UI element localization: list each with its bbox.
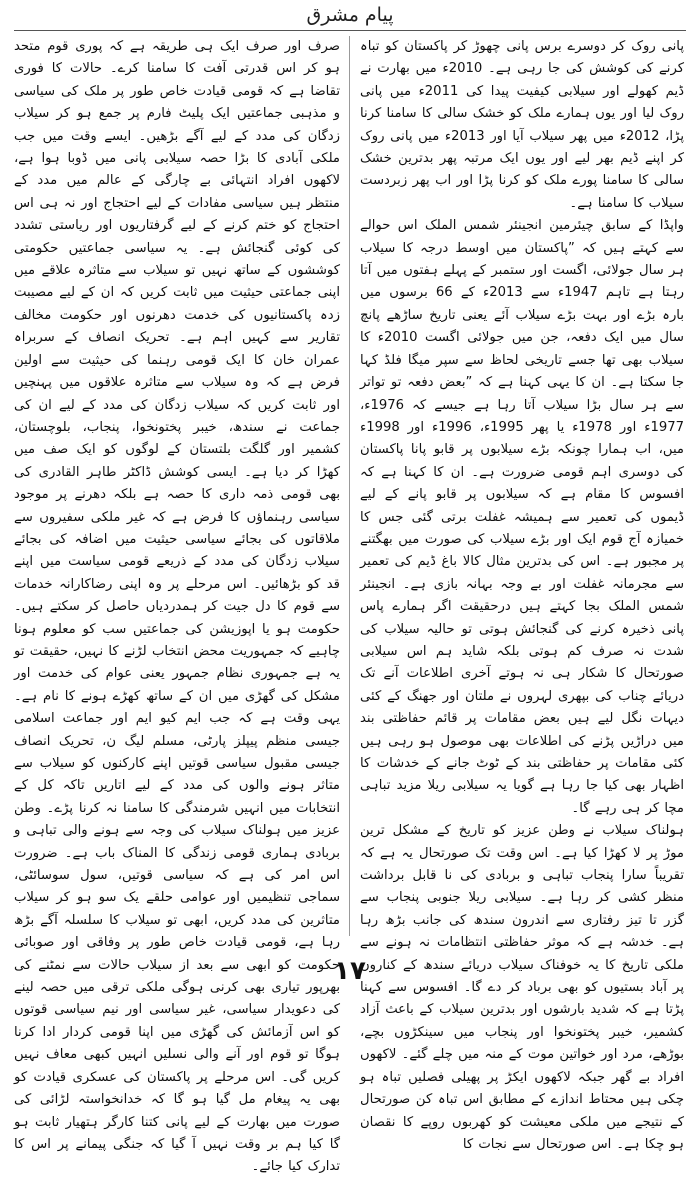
title-divider: [14, 30, 686, 31]
right-paragraph-2: واپڈا کے سابق چیئرمین انجینئر شمس الملک اس حوالے سے کہتے ہیں کہ ”پاکستان میں اوسط درجہ کا سیلاب ہر سال جولائی، اگست اور ستمبر کے پہلے ہفتوں میں آتا رہتا ہے تاہم 1947ء سے 2013ء کے 66 برسوں میں بارہ بڑے اور بہت بڑے سیلاب آئے یعنی تاریخ ساڑھے پانچ سال میں ایک دفعہ، جن میں جولائی اگست 2010ء کا سیلاب بھی تھا جسے تاریخی لحاظ سے سپر میگا فلڈ کہا جا سکتا ہے۔ ان کا یہی کہنا ہے کہ ”بعض دفعہ تو تواتر سے ہر سال بڑا سیلاب آتا رہا ہے جیسے کہ 1976ء، 1977ء اور 1978ء یا پھر 1995ء، 1996ء اور 1998ء میں، اب ہمارا چونکہ بڑے سیلابوں پر قابو پانا پاکستان کی دوسری اہم قومی ضرورت ہے۔ ان کا کہنا ہے کہ افسوس کا مقام ہے کہ سیلابوں پر قابو پانے کے لیے ڈیموں کی تعمیر سے ہمیشہ غفلت برتی گئی جس کا خمیازہ آج قوم ایک اور بڑے سیلاب کی صورت میں بھگتنے پر مجبور ہے۔ اس کی بدترین مثال کالا باغ ڈیم کی تعمیر سے مجرمانہ غفلت اور بے وجہ بہانہ بازی ہے۔ انجینئر شمس الملک بجا کہتے ہیں درحقیقت اگر ہمارے پاس پانی ذخیرہ کرنے کی گنجائش ہوتی تو حالیہ سیلاب کی شدت نہ صرف کم ہوتی بلکہ شاید ہم اس سیلابی صورتحال کا شکار ہی نہ ہوتے آخری اطلاعات آنے تک دریائے چناب کی بپھری لہروں نے ملتان اور جھنگ کے کئی دیہات نگل لیے ہیں بعض مقامات پر قائم حفاظتی بند میں دراڑیں پڑنے کی اطلاعات بھی موصول ہو رہی ہیں کئی مقامات پر حفاظتی بند کے ٹوٹ جانے کے خدشات کا اظہار بھی کیا جا رہا ہے گویا یہ سیلابی ریلا مزید تباہی مچا کر ہی رہے گا۔: [360, 218, 684, 816]
right-column: [360, 36, 684, 1152]
column-divider: [349, 36, 350, 936]
page-title: پیام مشرق: [306, 4, 394, 26]
right-paragraph-1: پانی روک کر دوسرے برس پانی چھوڑ کر پاکستان کو تباہ کرنے کی کوشش کی جا رہی ہے۔ 2010ء میں بھارت نے ڈیم کھولے اور سیلابی کیفیت پیدا کی 2011ء میں پانی روک لیا اور یوں ہمارے ملک کو خشک سالی کا سامنا کرنا پڑا، 2012ء میں پھر سیلاب آیا اور 2013ء میں پانی روک کر اپنے ڈیم بھر لیے اور یوں ایک مرتبہ پھر بدترین خشک سالی کا سامنا پورے ملک کو کرنا پڑا اور اب پھر زبردست سیلاب کا سامنا ہے۔: [360, 39, 684, 211]
left-column: [14, 36, 340, 1175]
page-number: ١٧: [334, 956, 366, 986]
right-paragraph-3: ہولناک سیلاب نے وطن عزیز کو تاریخ کے مشکل ترین موڑ پر لا کھڑا کیا ہے۔ اس وقت تک صورتحال یہ ہے کہ تقریباً سارا پنجاب تباہی و بربادی کی نا قابل برداشت منظر کشی کر رہا ہے۔ سیلابی ریلا جنوبی پنجاب سے گزر تا تیز رفتاری سے اندرون سندھ کی جانب بڑھ رہا ہے۔ خدشہ ہے کہ موثر حفاظتی انتظامات نہ ہونے سے ملکی تاریخ کا یہ خوفناک سیلاب دریائے سندھ کے کناروں پر آباد بستیوں کو بھی برباد کر دے گا۔ افسوس سے کہنا پڑتا ہے کہ شدید بارشوں اور بدترین سیلاب کے باعث آزاد کشمیر، خیبر پختونخوا اور پنجاب میں سینکڑوں بچے، بوڑھے، مرد اور خواتین موت کے منہ میں چلے گئے۔ لاکھوں افراد بے گھر جبکہ لاکھوں ایکڑ پر پھیلی فصلیں تباہ ہو چکی ہیں محتاط اندازے کے مطابق اس تباہ کن صورتحال کے نتیجے میں ملکی معیشت کو کھربوں روپے کا نقصان ہو چکا ہے۔ اس صورتحال سے نجات کا: [360, 823, 684, 1152]
left-paragraph-1: صرف اور صرف ایک ہی طریقہ ہے کہ پوری قوم متحد ہو کر اس قدرتی آفت کا سامنا کرے۔ حالات کا فوری تقاضا ہے کہ قومی قیادت خاص طور پر ملک کی سیاسی و مذہبی جماعتیں ایک پلیٹ فارم پر جمع ہو کر سیلاب زدگان کی مدد کے لیے آگے بڑھیں۔ ایسے وقت میں جب ملکی آبادی کا بڑا حصہ سیلابی پانی میں ڈوبا ہوا ہے، لاکھوں افراد انتہائی بے چارگی کے عالم میں مدد کے منتظر ہیں سیاسی مفادات کے لیے احتجاج اور نہ ہی اس احتجاج کو ختم کرنے کے لیے گرفتاریوں اور ریاستی تشدد کی کوئی گنجائش ہے۔ یہ سیاسی جماعتیں حکومتی کوششوں کے ساتھ نہیں تو سیلاب سے متاثرہ علاقے میں اپنی جماعتی حیثیت میں ثابت کریں کہ ان کے لیے مصیبت زدہ پاکستانیوں کی خدمت دھرنوں اور حکومت مخالف تقاریر سے کہیں اہم ہے۔ تحریک انصاف کے سربراہ عمران خان کا ایک قومی رہنما کی حیثیت سے اولین فرض ہے کہ وہ سیلاب سے متاثرہ علاقوں میں پہنچیں اور ثابت کریں کہ سیلاب زدگان کی مدد کے لیے ان کی جماعت نے سندھ، خیبر پختونخوا، پنجاب، بلوچستان، کشمیر اور گلگت بلتستان کے لوگوں کو ایک صف میں کھڑا کر دیا ہے۔ ایسی کوشش ڈاکٹر طاہر القادری کی بھی قومی ذمہ داری کا حصہ ہے بلکہ دھرنے پر موجود سیاسی رہنماؤں کا فرض ہے کہ غیر ملکی سفیروں سے ملاقاتوں کی بجائے سیاسی حیثیت میں اضافہ کی بجائے سیلاب زدگان کی مدد کے ذریعے قومی سیاست میں اپنے قد کو بڑھائیں۔ اس مرحلے پر وہ اپنی رضاکارانہ خدمات سے قوم کا دل جیت کر ہمدردیاں حاصل کر سکتے ہیں۔ حکومت ہو یا اپوزیشن کی جماعتیں سب کو معلوم ہونا چاہیے کہ جمہوریت محض انتخاب لڑنے کا نہیں، حقیقت تو یہ ہے جمہوری نظام جمہور یعنی عوام کی خدمت اور مشکل کی گھڑی میں ان کے ساتھ کھڑے ہونے کا نام ہے۔ یہی وقت ہے کہ جب ایم کیو ایم اور جماعت اسلامی جیسی منظم پیپلز پارٹی، مسلم لیگ ن، تحریک انصاف جیسی مقبول سیاسی قوتیں اپنے کارکنوں کو سیلاب سے متاثر ہونے والوں کی مدد کے لیے اتاریں تاکہ کل کے انتخابات میں انہیں شرمندگی کا سامنا نہ کرنا پڑے۔ وطن عزیز میں ہولناک سیلاب کی وجہ سے ہونے والی تباہی و بربادی ہماری قومی زندگی کا المناک باب ہے۔ ضرورت اس امر کی ہے کہ سیاسی قوتیں، سول سوسائٹی، سماجی تنظیمیں اور عوامی حلقے یک سو ہو کر سیلاب متاثرین کی مدد کریں، ابھی تو سیلاب کا سلسلہ آگے بڑھ رہا ہے، قومی قیادت خاص طور پر وفاقی اور صوبائی حکومت کو ابھی سے بعد از سیلاب حالات سے نمٹنے کی بھرپور تیاری بھی کرنی ہوگی ملکی ترقی میں حصہ لینے کی دعویدار سیاسی، غیر سیاسی اور نیم سیاسی قوتوں کو اس آزمائش کی گھڑی میں اپنا قومی کردار ادا کرنا ہوگا تو قوم اور آنے والی نسلیں انہیں کبھی معاف نہیں کریں گی۔ اس مرحلے پر پاکستان کی عسکری قیادت کو بھی یہ پیغام مل گیا ہو گا کہ خدانخواستہ لڑائی کی صورت میں بھارت کے لیے پانی کتنا کارگر ہتھیار ثابت ہو گا کیا ہم بر وقت نہیں آ گیا کہ جنگی پیمانے پر اس کا تدارک کیا جائے۔: [14, 39, 340, 1175]
